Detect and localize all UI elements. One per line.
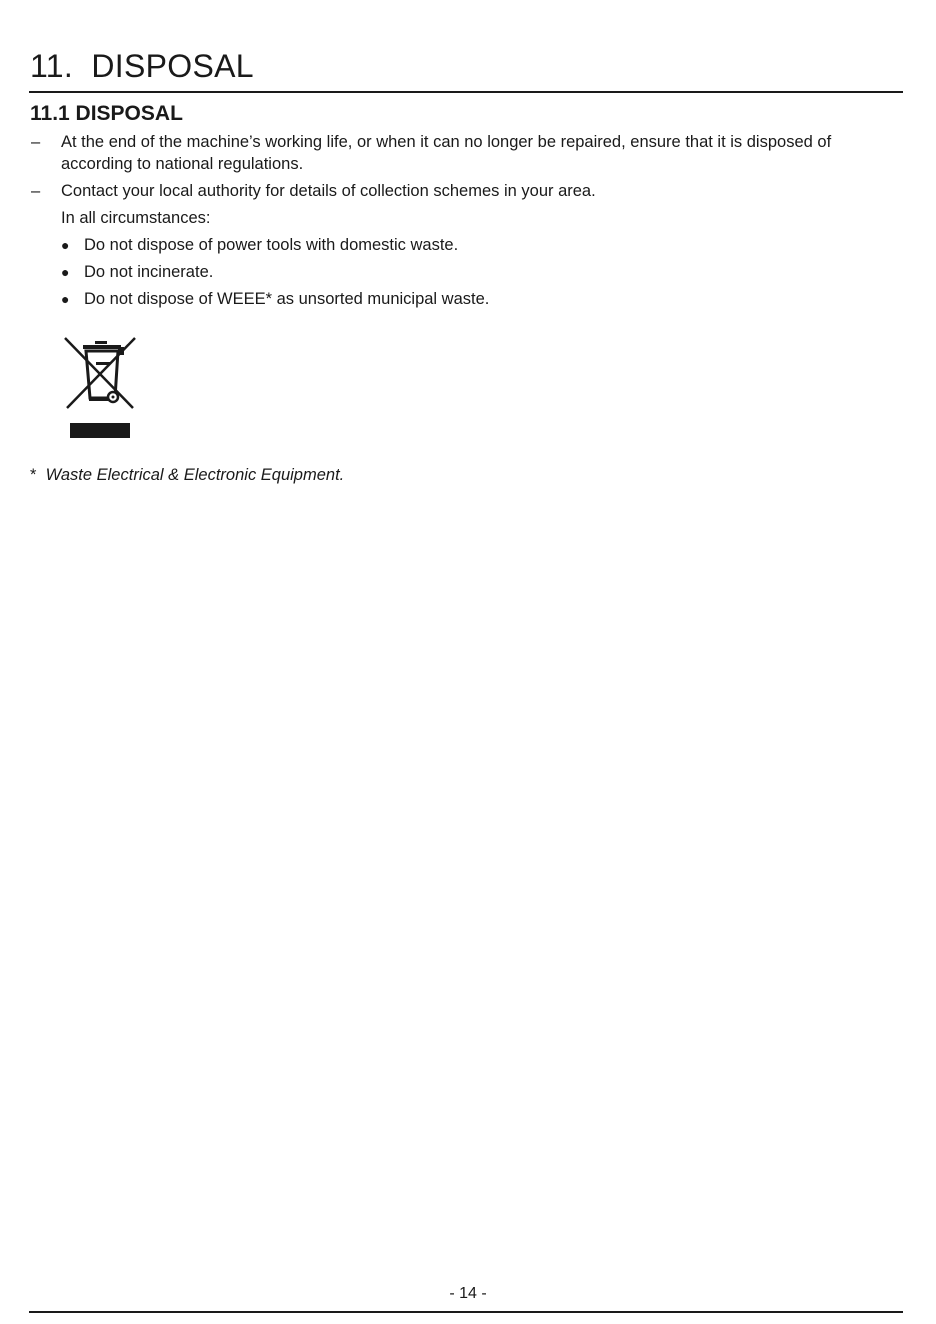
dash-item-text: Contact your local authority for details of collection schemes in your area. (61, 182, 596, 200)
crossed-out-wheelie-bin-icon (63, 334, 137, 440)
footer-divider (29, 1311, 903, 1313)
page-title: 11. DISPOSAL (30, 48, 254, 84)
bullet-list-item (30, 261, 900, 283)
bullet-text: Do not dispose of WEEE* as unsorted municipal waste. (84, 290, 490, 308)
dash-marker: – (31, 182, 41, 200)
circumstances-intro: In all circumstances: (61, 209, 211, 227)
bullet-text: Do not incinerate. (84, 263, 214, 281)
title-divider (29, 91, 903, 93)
section-heading: 11.1 DISPOSAL (30, 102, 183, 125)
bullet-list-item (30, 234, 900, 256)
footnote-marker: * (30, 466, 37, 484)
bullet-text: Do not dispose of power tools with domestic waste. (84, 236, 459, 254)
bullet-dot: ● (61, 237, 70, 253)
footnote-text: Waste Electrical & Electronic Equipment. (45, 466, 345, 484)
bullet-dot: ● (61, 291, 70, 307)
dash-item-text: At the end of the machine’s working life, or when it can no longer be repaired, ensure that it is disposed of according to national regulations. (61, 133, 832, 173)
dash-list-item (30, 131, 900, 175)
bullet-list-item (30, 288, 900, 310)
footnote (30, 464, 344, 486)
page-number: - 14 - (449, 1285, 487, 1302)
dash-marker: – (31, 133, 41, 151)
dash-list-item (30, 180, 900, 202)
disposal-instructions (30, 131, 900, 315)
bullet-dot: ● (61, 264, 70, 280)
